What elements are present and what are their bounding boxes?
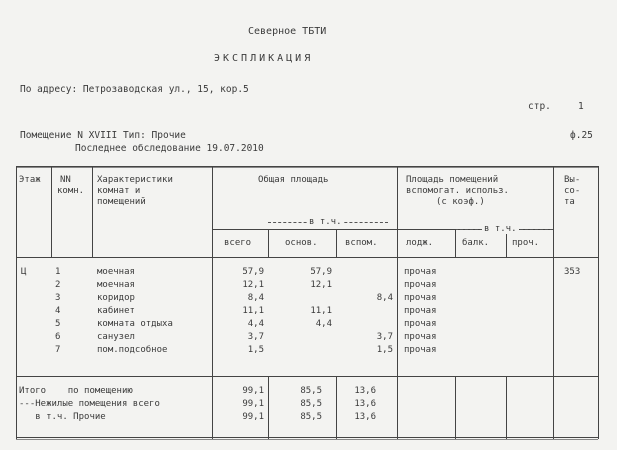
room-area-main: 12,1 [310, 280, 332, 290]
room-type: прочая [404, 319, 437, 329]
room-number: 1 [55, 267, 61, 277]
room-name: моечная [97, 280, 135, 290]
totals-area-total: 99,1 [242, 412, 264, 422]
header-main: основ. [285, 238, 318, 248]
floor-value: Ц [21, 267, 27, 277]
page-label: стр. [528, 101, 551, 112]
room-number: 5 [55, 319, 61, 329]
room-area-total: 57,9 [242, 267, 264, 277]
header-height-3: та [564, 197, 575, 207]
totals-area-main: 85,5 [300, 386, 322, 396]
header-total-area: Общая площадь [258, 175, 329, 185]
totals-area-aux: 13,6 [354, 399, 376, 409]
totals-area-aux: 13,6 [354, 386, 376, 396]
header-aux: вспом. [345, 238, 378, 248]
room-area-total: 12,1 [242, 280, 264, 290]
room-name: пом.подсобное [97, 345, 168, 355]
room-area-total: 4,4 [247, 319, 264, 329]
form-code: ф.25 [570, 130, 593, 141]
totals-area-total: 99,1 [242, 386, 264, 396]
room-type: прочая [404, 332, 437, 342]
room-name: комната отдыха [97, 319, 173, 329]
address-line: По адресу: Петрозаводская ул., 15, кор.5 [20, 84, 249, 95]
room-type: прочая [404, 280, 437, 290]
room-number: 3 [55, 293, 61, 303]
room-number: 7 [55, 345, 61, 355]
header-incl: в т.ч. [309, 217, 342, 227]
room-area-total: 3,7 [247, 332, 264, 342]
header-height-2: со- [564, 186, 581, 196]
room-area-main: 11,1 [310, 306, 332, 316]
totals-label: Итого по помещению [19, 386, 133, 396]
room-area-aux: 8,4 [376, 293, 393, 303]
room-area-main: 4,4 [315, 319, 332, 329]
header-aux-area-2: вспомогат. использ. [406, 186, 509, 196]
height-value: 353 [564, 267, 581, 277]
header-incl-2: в т.ч. [484, 224, 517, 234]
header-characteristics-2: комнат и [97, 186, 141, 196]
totals-area-main: 85,5 [300, 412, 322, 422]
room-area-aux: 3,7 [376, 332, 393, 342]
header-aux-area-3: (с коэф.) [436, 197, 485, 207]
room-number: 4 [55, 306, 61, 316]
header-all: всего [224, 238, 252, 248]
room-name: кабинет [97, 306, 135, 316]
room-type: прочая [404, 306, 437, 316]
premise-line: Помещение N XVIII Тип: Прочие [20, 130, 186, 141]
header-balcony: балк. [462, 238, 490, 248]
header-loggia: лодж. [406, 238, 434, 248]
room-area-total: 8,4 [247, 293, 264, 303]
room-number: 2 [55, 280, 61, 290]
room-type: прочая [404, 293, 437, 303]
room-type: прочая [404, 345, 437, 355]
totals-label: ---Нежилые помещения всего [19, 399, 160, 409]
header-room-no-2: комн. [57, 186, 85, 196]
room-name: коридор [97, 293, 135, 303]
room-name: моечная [97, 267, 135, 277]
room-number: 6 [55, 332, 61, 342]
room-name: санузел [97, 332, 135, 342]
organization-name: Северное ТБТИ [248, 26, 327, 37]
totals-area-aux: 13,6 [354, 412, 376, 422]
room-area-main: 57,9 [310, 267, 332, 277]
totals-area-main: 85,5 [300, 399, 322, 409]
header-characteristics-3: помещений [97, 197, 146, 207]
totals-area-total: 99,1 [242, 399, 264, 409]
header-room-no-1: NN [60, 175, 71, 185]
header-height-1: Вы- [564, 175, 581, 185]
room-area-total: 1,5 [247, 345, 264, 355]
room-type: прочая [404, 267, 437, 277]
document-title: ЭКСПЛИКАЦИЯ [214, 53, 314, 64]
totals-label: в т.ч. Прочие [19, 412, 106, 422]
page-number: 1 [578, 101, 584, 112]
header-aux-area-1: Площадь помещений [406, 175, 499, 185]
header-characteristics-1: Характеристики [97, 175, 173, 185]
inspection-line: Последнее обследование 19.07.2010 [75, 143, 264, 154]
room-area-aux: 1,5 [376, 345, 393, 355]
header-other: проч. [512, 238, 540, 248]
room-area-total: 11,1 [242, 306, 264, 316]
header-floor: Этаж [19, 175, 41, 185]
